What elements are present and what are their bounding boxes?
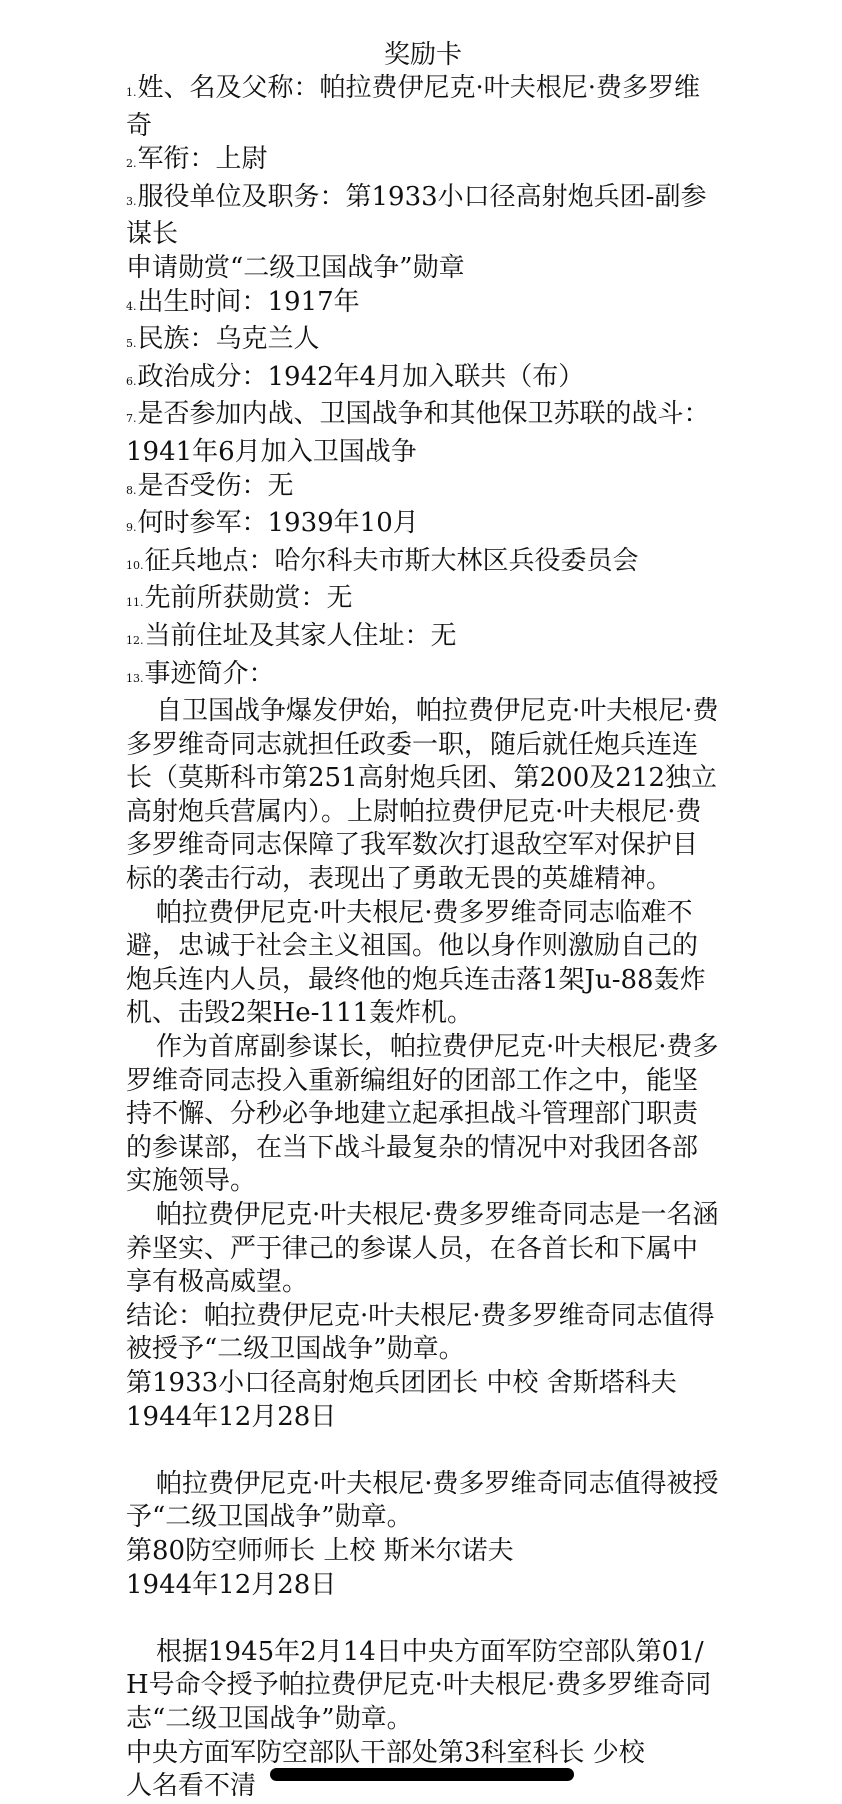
field-text: 事迹简介： bbox=[144, 658, 275, 689]
field-birth-year bbox=[126, 286, 720, 324]
field-number: 4. bbox=[126, 299, 137, 313]
award-card-document bbox=[126, 38, 720, 1804]
field-number: 13. bbox=[126, 671, 144, 685]
field-number: 5. bbox=[126, 337, 137, 351]
spacer bbox=[126, 1602, 720, 1636]
field-text: 何时参军：1939年10月 bbox=[137, 508, 419, 539]
field-rank bbox=[126, 143, 720, 181]
field-number: 10. bbox=[126, 558, 144, 572]
field-number: 1. bbox=[126, 86, 137, 99]
field-number: 12. bbox=[126, 633, 144, 647]
regiment-commander-signature: 第1933小口径高射炮兵团团长 中校 舍斯塔科夫 bbox=[126, 1367, 677, 1398]
field-name bbox=[126, 72, 720, 143]
field-text: 征兵地点：哈尔科夫市斯大林区兵役委员会 bbox=[144, 545, 639, 576]
document-title: 奖励卡 bbox=[383, 40, 462, 70]
unreadable-name-note: 人名看不清 bbox=[126, 1771, 257, 1802]
division-endorsement: 帕拉费伊尼克·叶夫根尼·费多罗维奇同志值得被授予“二级卫国战争”勋章。 bbox=[126, 1468, 719, 1533]
field-number: 9. bbox=[126, 521, 137, 535]
field-enlistment-place bbox=[126, 545, 720, 583]
field-text: 出生时间：1917年 bbox=[137, 286, 360, 317]
field-text: 是否受伤：无 bbox=[137, 470, 294, 501]
field-nationality bbox=[126, 323, 720, 361]
award-request: 申请勋赏“二级卫国战争”勋章 bbox=[126, 252, 465, 283]
field-number: 8. bbox=[126, 483, 137, 497]
field-previous-awards bbox=[126, 582, 720, 620]
division-commander-signature: 第80防空师师长 上校 斯米尔诺夫 bbox=[126, 1535, 514, 1566]
redaction-bar bbox=[270, 1768, 574, 1781]
field-text: 姓、名及父称：帕拉费伊尼克·叶夫根尼·费多罗维奇 bbox=[126, 73, 701, 141]
field-party-membership bbox=[126, 361, 720, 399]
field-text: 军衔：上尉 bbox=[137, 144, 268, 175]
field-number: 11. bbox=[126, 596, 144, 610]
field-number: 3. bbox=[126, 194, 137, 208]
field-unit-position bbox=[126, 181, 720, 252]
field-text: 政治成分：1942年4月加入联共（布） bbox=[137, 361, 585, 392]
summary-paragraph: 帕拉费伊尼克·叶夫根尼·费多罗维奇同志临难不避，忠诚于社会主义祖国。他以身作则激励自己的炮兵连内人员，最终他的炮兵连击落1架Ju-88轰炸机、击毁2架He-111轰炸机。 bbox=[126, 897, 706, 1029]
summary-paragraph: 帕拉费伊尼克·叶夫根尼·费多罗维奇同志是一名涵养坚实、严于律己的参谋人员，在各首长和下属中享有极高威望。 bbox=[126, 1200, 719, 1298]
personnel-chief-signature: 中央方面军防空部队干部处第3科室科长 少校 bbox=[126, 1737, 645, 1768]
field-wounds bbox=[126, 470, 720, 508]
field-number: 6. bbox=[126, 374, 137, 388]
field-text: 服役单位及职务：第1933小口径高射炮兵团-副参谋长 bbox=[126, 181, 707, 250]
signature-date: 1944年12月28日 bbox=[126, 1401, 337, 1432]
spacer bbox=[126, 1434, 720, 1468]
field-war-participation bbox=[126, 398, 720, 469]
summary-paragraph: 作为首席副参谋长，帕拉费伊尼克·叶夫根尼·费多罗维奇同志投入重新编组好的团部工作之中，能坚持不懈、分秒必争地建立起承担战斗管理部门职责的参谋部，在当下战斗最复杂的情况中对我团各部实施领导。 bbox=[126, 1032, 719, 1197]
field-number: 2. bbox=[126, 157, 137, 171]
field-text: 先前所获勋赏：无 bbox=[144, 583, 353, 614]
field-enlistment-date bbox=[126, 507, 720, 545]
award-order: 根据1945年2月14日中央方面军防空部队第01/H号命令授予帕拉费伊尼克·叶夫根尼·费多罗维奇同志“二级卫国战争”勋章。 bbox=[126, 1636, 712, 1734]
field-number: 7. bbox=[126, 412, 137, 426]
field-address bbox=[126, 620, 720, 658]
conclusion: 结论：帕拉费伊尼克·叶夫根尼·费多罗维奇同志值得被授予“二级卫国战争”勋章。 bbox=[126, 1300, 715, 1365]
field-text: 是否参加内战、卫国战争和其他保卫苏联的战斗：1941年6月加入卫国战争 bbox=[126, 399, 710, 467]
summary-paragraph: 自卫国战争爆发伊始，帕拉费伊尼克·叶夫根尼·费多罗维奇同志就担任政委一职，随后就任炮兵连连长（莫斯科市第251高射炮兵团、第200及212独立高射炮兵营属内）。上尉帕拉费伊尼克·叶夫根尼·费多罗维奇同志保障了我军数次打退敌空军对保护目标的袭击行动，表现出了勇敢无畏的英雄精神。 bbox=[126, 696, 719, 895]
field-text: 民族：乌克兰人 bbox=[137, 324, 320, 355]
field-text: 当前住址及其家人住址：无 bbox=[144, 620, 457, 651]
signature-date: 1944年12月28日 bbox=[126, 1569, 337, 1600]
field-summary-heading bbox=[126, 658, 720, 696]
